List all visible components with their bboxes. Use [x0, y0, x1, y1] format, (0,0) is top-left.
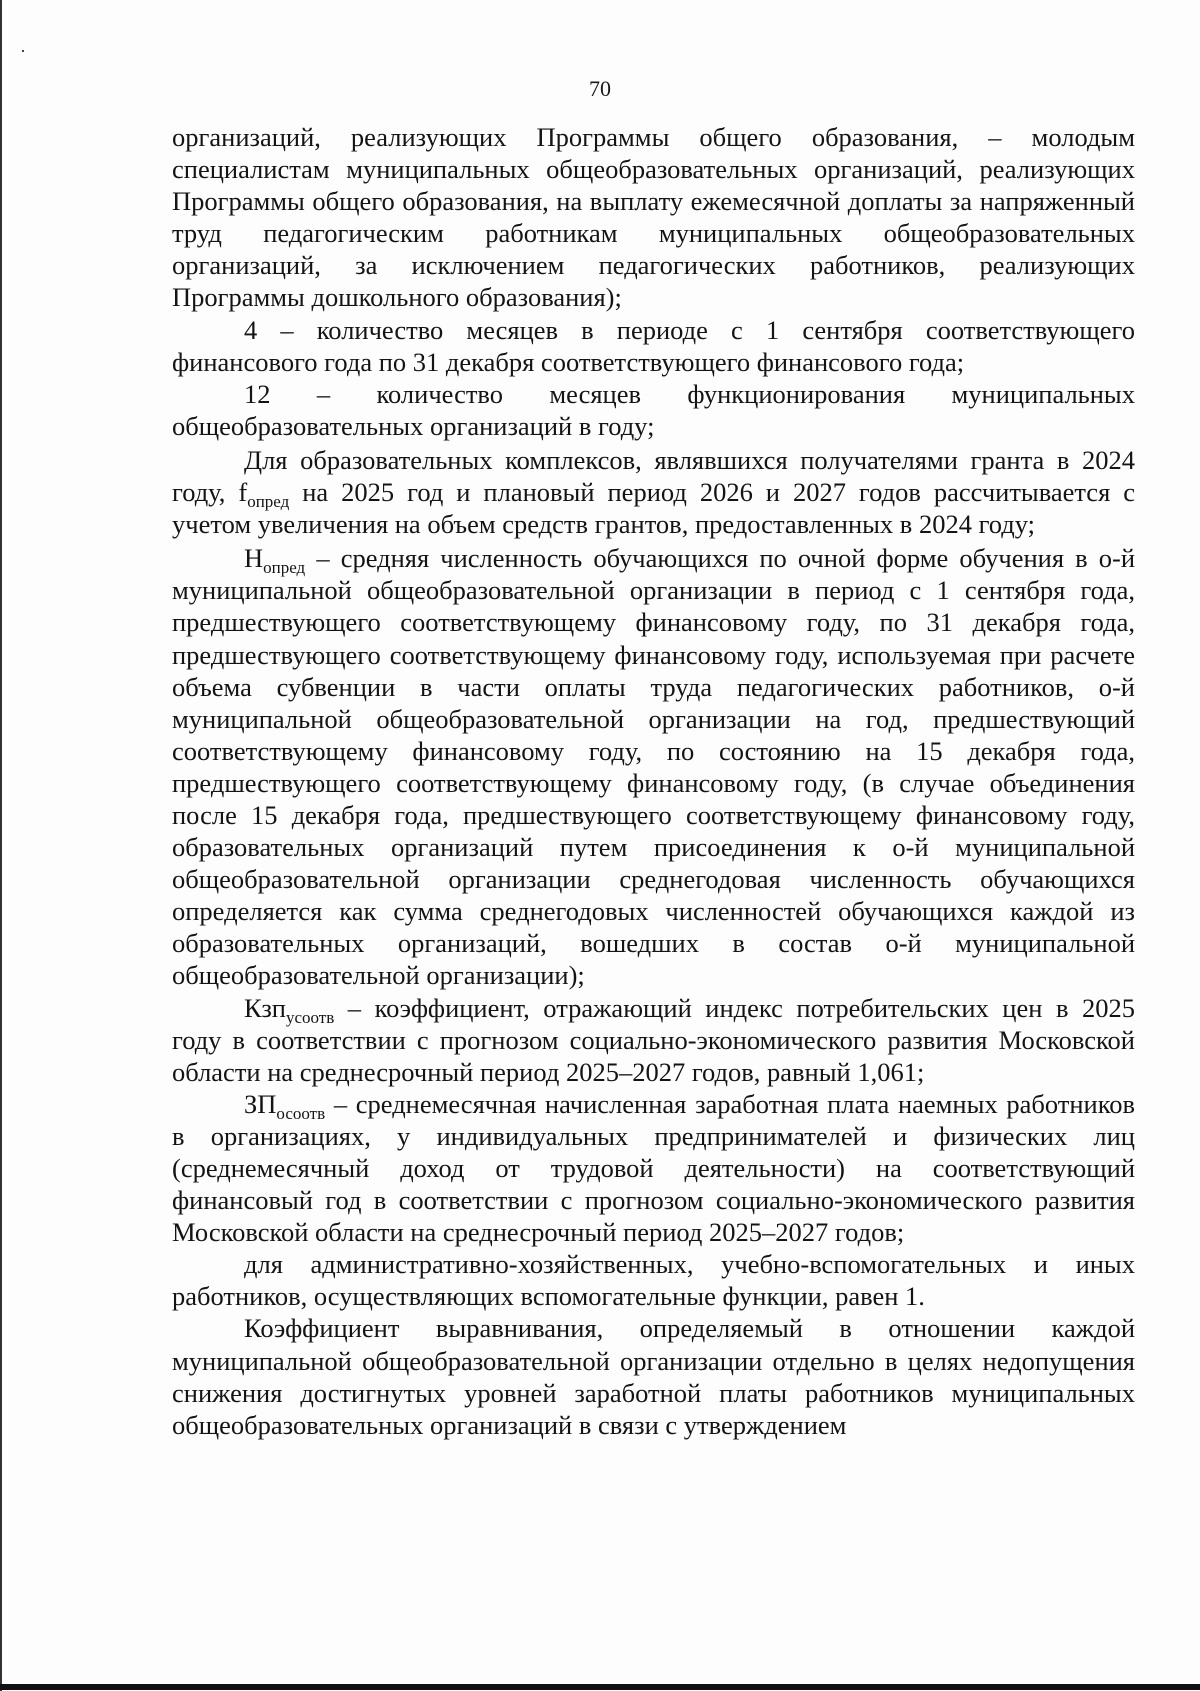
paragraph-months-12: 12 – количество месяцев функционирования муниципальных общеобразовательных организаций в году;: [172, 378, 1135, 441]
paragraph-admin-staff: для административно-хозяйственных, учебно-вспомогательных и иных работников, осуществляющих вспомогательные функции, равен 1.: [172, 1249, 1135, 1312]
paragraph-grant-complexes: [172, 444, 1135, 540]
formula-symbol-n: Н: [244, 543, 264, 574]
formula-symbol-f: f: [238, 477, 248, 508]
formula-subscript-opred: опред: [247, 492, 290, 512]
formula-subscript-usootv: усоотв: [285, 1007, 335, 1027]
formula-symbol-kzp: Кзп: [244, 992, 286, 1023]
paragraph-zp: [172, 1088, 1135, 1248]
paragraph-equalization-coefficient: Коэффициент выравнивания, определяемый в отношении каждой муниципальной общеобразовательной организации отдельно в целях недопущения снижения достигнутых уровней заработной платы работников муниципальных общеобразовательных организаций в связи с утверждением: [172, 1313, 1135, 1440]
paragraph-text-after: – среднемесячная начисленная заработная плата наемных работников в организациях, у индивидуальных предпринимателей и физических лиц (среднемесячный доход от трудовой деятельности) на соответствующий финансовый год в соответствии с прогнозом социально-экономического развития Московской области на среднесрочный период 2025–2027 годов;: [172, 1088, 1135, 1248]
page-number: 70: [589, 76, 611, 101]
scan-bottom-edge: [0, 1684, 1200, 1690]
document-body: [172, 121, 1135, 1441]
paragraph-text-after: на 2025 год и плановый период 2026 и 2027 годов рассчитывается с учетом увеличения на объем средств грантов, предоставленных в 2024 году;: [172, 477, 1135, 540]
paragraph-text-after: – средняя численность обучающихся по очной форме обучения в о-й муниципальной общеобразовательной организации в период с 1 сентября года, предшествующего соответствующему финансовому году, по 31 декабря года, предшествующего соответствующему финансовому году, используемая при расчете объема субвенции в части оплаты труда педагогических работников, о-й муниципальной общеобразовательной организации на год, предшествующий соответствующему финансовому году, по состоянию на 15 декабря года, предшествующего соответствующему финансовому году, (в случае объединения после 15 декабря года, предшествующего соответствующему финансовому году, образовательных организаций путем присоединения к о-й муниципальной общеобразовательной организации среднегодовая численность обучающихся определяется как сумма среднегодовых численностей обучающихся каждой из образовательных организаций, вошедших в состав о-й муниципальной общеобразовательной организации);: [172, 543, 1135, 991]
formula-symbol-zp: ЗП: [244, 1088, 277, 1119]
scan-speck: [22, 50, 24, 52]
scan-left-edge: [0, 0, 2, 1691]
paragraph-text-after: – коэффициент, отражающий индекс потребительских цен в 2025 году в соответствии с прогнозом социально-экономического развития Московской области на среднесрочный период 2025–2027 годов, равный 1,061;: [172, 992, 1135, 1087]
paragraph-continuation: организаций, реализующих Программы общего образования, – молодым специалистам муниципальных общеобразовательных организаций, реализующих Программы общего образования, на выплату ежемесячной доплаты за напряженный труд педагогическим работникам муниципальных общеобразовательных организаций, за исключением педагогических работников, реализующих Программы дошкольного образования);: [172, 122, 1135, 313]
formula-subscript-osootv: осоотв: [276, 1103, 326, 1123]
paragraph-n-opred: [172, 542, 1135, 991]
paragraph-months-4: 4 – количество месяцев в периоде с 1 сентября соответствующего финансового года по 31 декабря соответствующего финансового года;: [172, 314, 1135, 377]
paragraph-text-before: Для образовательных комплексов, являвшихся получателями гранта в 2024 году,: [172, 444, 1135, 508]
paragraph-kzp: [172, 992, 1135, 1088]
formula-subscript-opred: опред: [263, 558, 306, 578]
